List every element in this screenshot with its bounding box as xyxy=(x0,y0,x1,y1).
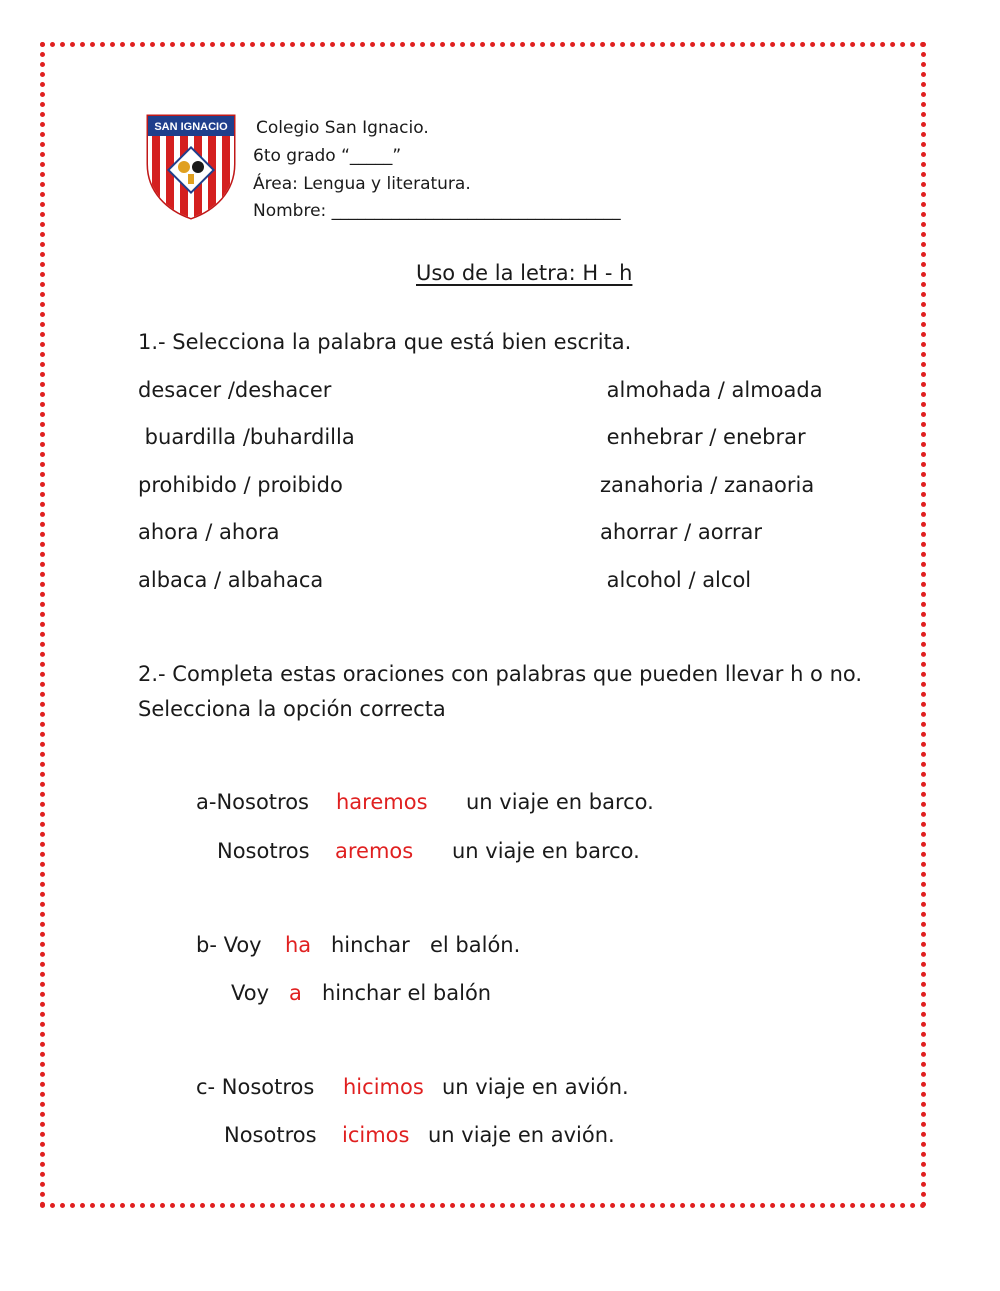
word-pair[interactable]: desacer /deshacer xyxy=(138,378,332,402)
sentence-text: el balón. xyxy=(430,933,521,957)
exercise2-instruction: 2.- Completa estas oraciones con palabras que pueden llevar h o no. xyxy=(138,662,863,686)
page-title: Uso de la letra: H - h xyxy=(416,261,633,285)
word-pair[interactable]: albaca / albahaca xyxy=(138,568,324,592)
word-pair[interactable]: zanahoria / zanaoria xyxy=(600,473,815,497)
sentence-text: un viaje en barco. xyxy=(466,790,654,814)
sentence-text: a-Nosotros xyxy=(196,790,309,814)
sentence-text: b- Voy xyxy=(196,933,262,957)
word-pair[interactable]: almohada / almoada xyxy=(600,378,823,402)
answer-option[interactable]: ha xyxy=(285,933,312,957)
word-pair[interactable]: prohibido / proibido xyxy=(138,473,343,497)
exercise2-instruction: Selecciona la opción correcta xyxy=(138,697,446,721)
sentence-text: un viaje en barco. xyxy=(452,839,640,863)
answer-option[interactable]: a xyxy=(289,981,302,1005)
school-name: Colegio San Ignacio. xyxy=(256,118,429,138)
sentence-text: Nosotros xyxy=(217,839,310,863)
answer-option[interactable]: aremos xyxy=(335,839,414,863)
sentence-text: Nosotros xyxy=(224,1123,317,1147)
school-logo xyxy=(144,112,238,222)
exercise1-instruction: 1.- Selecciona la palabra que está bien escrita. xyxy=(138,330,632,354)
word-pair[interactable]: alcohol / alcol xyxy=(600,568,752,592)
sentence-text: hinchar el balón xyxy=(322,981,492,1005)
logo-text: SAN IGNACIO xyxy=(154,121,228,133)
answer-option[interactable]: icimos xyxy=(342,1123,410,1147)
word-pair[interactable]: buardilla /buhardilla xyxy=(138,425,355,449)
answer-option[interactable]: haremos xyxy=(336,790,428,814)
sentence-text: c- Nosotros xyxy=(196,1075,315,1099)
sentence-text: hinchar xyxy=(331,933,410,957)
answer-option[interactable]: hicimos xyxy=(343,1075,424,1099)
sentence-text: un viaje en avión. xyxy=(428,1123,615,1147)
word-pair[interactable]: ahora / ahora xyxy=(138,520,280,544)
word-pair[interactable]: enhebrar / enebrar xyxy=(600,425,806,449)
grade-line: 6to grado “_____” xyxy=(253,146,402,166)
sentence-text: Voy xyxy=(231,981,270,1005)
word-pair[interactable]: ahorrar / aorrar xyxy=(600,520,762,544)
sentence-text: un viaje en avión. xyxy=(442,1075,629,1099)
area-line: Área: Lengua y literatura. xyxy=(253,174,471,194)
name-line: Nombre: __________________________________ xyxy=(253,201,621,221)
